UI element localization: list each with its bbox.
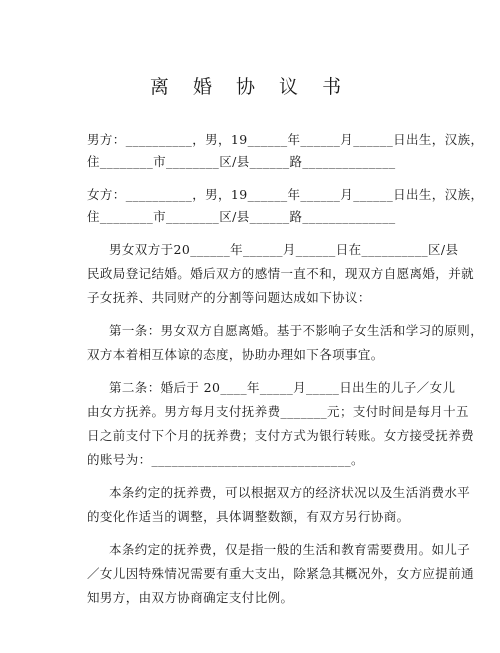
scope-paragraph-line-2: ／女儿因特殊情况需要有重大支出，除紧急其概况外，女方应提前通: [87, 566, 475, 581]
article-1-line-1: 第一条：男女双方自愿离婚。基于不影响子女生活和学习的原则，: [109, 323, 484, 338]
article-2-line-4: 的账号为：______________________________。: [87, 452, 364, 467]
adjustment-paragraph-line-2: 的变化作适当的调整，具体调整数额，有双方另行协商。: [87, 509, 410, 524]
document-title: 离 婚 协 议 书: [149, 76, 351, 98]
article-1-line-2: 双方本着相互体谅的态度，协助办理如下各项事宜。: [87, 347, 384, 362]
marriage-paragraph-line-2: 民政局登记结婚。婚后双方的感情一直不和，现双方自愿离婚，并就: [87, 266, 475, 281]
marriage-paragraph-line-3: 子女抚养、共同财产的分割等问题达成如下协议：: [87, 290, 371, 305]
scope-paragraph-line-3: 知男方，由双方协商确定支付比例。: [87, 590, 294, 605]
article-2-line-2: 由女方抚养。男方每月支付抚养费_______元；支付时间是每月十五: [87, 404, 469, 419]
scope-paragraph-line-1: 本条约定的抚养费，仅是指一般的生活和教育需要费用。如儿子: [109, 542, 471, 557]
husband-info-line-2: 住________市________区/县______路______________: [87, 154, 396, 169]
marriage-paragraph-line-1: 男女双方于20______年______月______日在__________区/县: [109, 242, 459, 257]
adjustment-paragraph-line-1: 本条约定的抚养费，可以根据双方的经济状况以及生活消费水平: [109, 485, 471, 500]
article-2-line-1: 第二条：婚后于 20____年_____月_____日出生的儿子／女儿: [109, 380, 456, 395]
wife-info-line-2: 住________市________区/县______路______________: [87, 209, 396, 224]
wife-info-line-1: 女方：__________，男，19______年______月______日出生，汉族，: [87, 187, 484, 202]
article-2-line-3: 日之前支付下个月的抚养费；支付方式为银行转账。女方接受抚养费: [87, 428, 475, 443]
husband-info-line-1: 男方：__________，男，19______年______月______日出生，汉族，: [87, 132, 484, 147]
